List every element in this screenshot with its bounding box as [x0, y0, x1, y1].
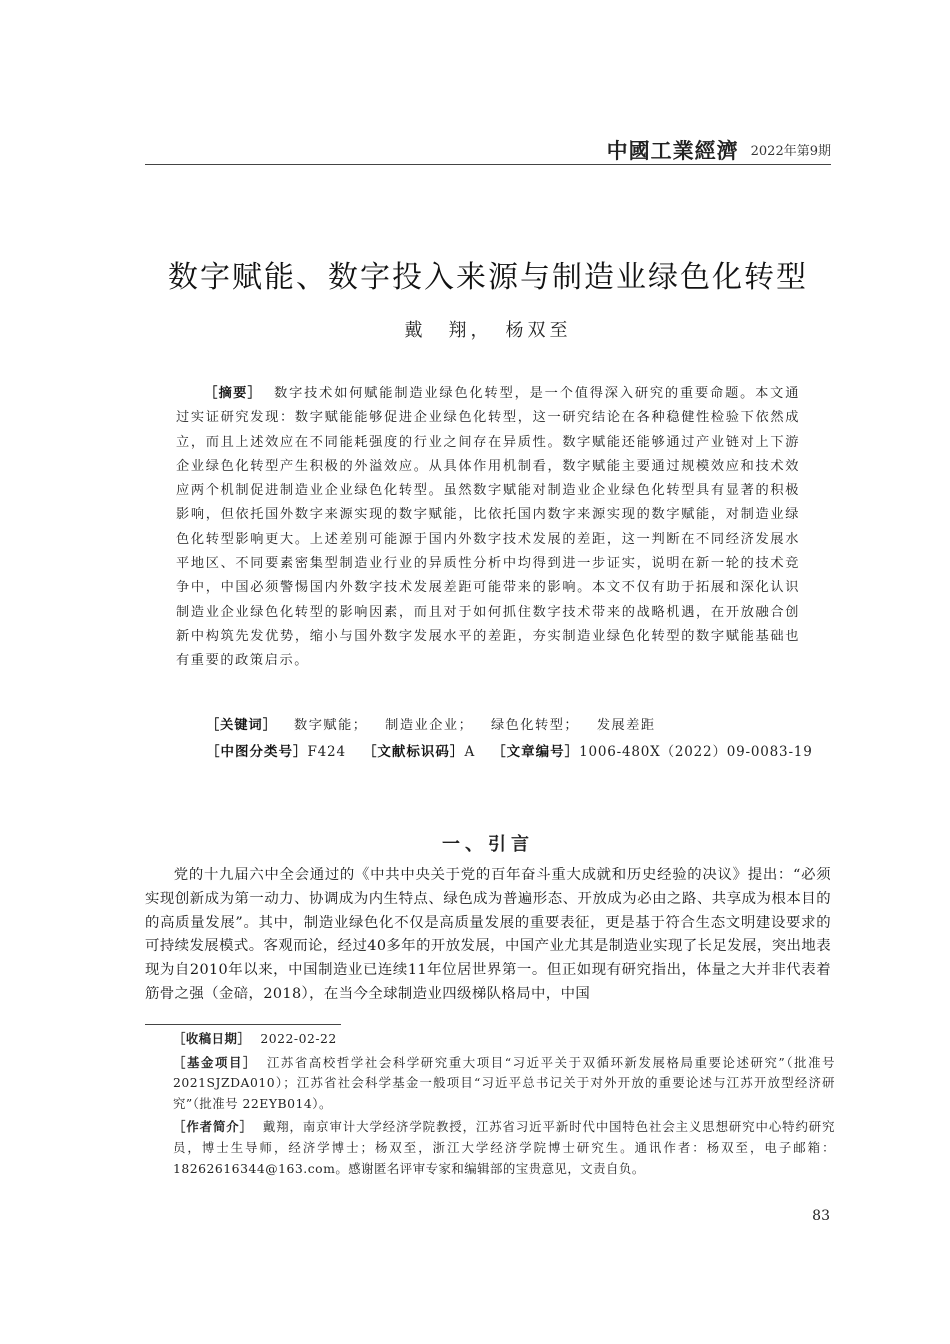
- article-number-label: ［文章编号］: [492, 744, 580, 760]
- keywords-label: ［关键词］: [206, 718, 277, 733]
- author-bio-label: ［作者简介］: [173, 1119, 253, 1135]
- footnote-divider: [145, 1024, 341, 1025]
- doc-code-value: A: [464, 744, 475, 760]
- abstract-block: [176, 382, 800, 674]
- received-date-note: [173, 1029, 835, 1050]
- fund-note: [173, 1053, 835, 1115]
- clc-value: F424: [307, 744, 346, 760]
- keyword-item: 绿色化转型；: [490, 718, 580, 733]
- author-note: [173, 1117, 835, 1179]
- abstract-paragraph: [176, 382, 800, 674]
- running-header: [145, 136, 831, 164]
- keyword-item: 制造业企业；: [385, 718, 474, 733]
- clc-label: ［中图分类号］: [206, 744, 308, 760]
- keywords-line: [206, 713, 806, 739]
- abstract-text: 数字技术如何赋能制造业绿色化转型，是一个值得深入研究的重要命题。本文通过实证研究发现：数字赋能能够促进企业绿色化转型，这一研究结论在各种稳健性检验下依然成立，而且上述效应在不同能耗强度的行业之间存在异质性。数字赋能还能够通过产业链对上下游企业绿色化转型产生积极的外溢效应。从具体作用机制看，数字赋能主要通过规模效应和技术效应两个机制促进制造业企业绿色化转型。虽然数字赋能对制造业企业绿色化转型具有显著的积极影响，但依托国外数字来源实现的数字赋能，比依托国内数字来源实现的数字赋能，对制造业绿色化转型影响更大。上述差别可能源于国内外数字技术发展的差距，这一判断在不同经济发展水平地区、不同要素密集型制造业行业的异质性分析中均得到进一步证实，说明在新一轮的技术竞争中，中国必须警惕国内外数字技术发展差距可能带来的影响。本文不仅有助于拓展和深化认识制造业企业绿色化转型的影响因素，而且对于如何抓住数字技术带来的战略机遇，在开放融合创新中构筑先发优势，缩小与国外数字发展水平的差距，夯实制造业绿色化转型的数字赋能基础也有重要的政策启示。: [176, 386, 800, 669]
- fund-value: 江苏省高校哲学社会科学研究重大项目“习近平关于双循环新发展格局重要论述研究”（批准号2021SJZDA010）；江苏省社会科学基金一般项目“习近平总书记关于对外开放的重要论述与江苏开放型经济研究”（批准号 22EYB014）。: [173, 1054, 836, 1111]
- journal-name: 中國工業經濟: [606, 139, 739, 163]
- author-bio-value: 戴翔，南京审计大学经济学院教授，江苏省习近平新时代中国特色社会主义思想研究中心特约研究员，博士生导师，经济学博士；杨双至，浙江大学经济学院博士研究生。通讯作者：杨双至，电子邮箱：18262616344@163.com。感谢匿名评审专家和编辑部的宝贵意见，文责自负。: [173, 1119, 836, 1176]
- header-divider: [145, 164, 831, 165]
- section-heading: 一、引言: [442, 833, 534, 855]
- body-text: [145, 864, 831, 1007]
- page-number: 83: [812, 1208, 830, 1224]
- fund-label: ［基金项目］: [173, 1054, 257, 1070]
- article-number-value: 1006-480X（2022）09-0083-19: [579, 744, 813, 760]
- issue-label: 2022年第9期: [750, 144, 831, 159]
- received-date-label: ［收稿日期］: [173, 1031, 251, 1046]
- keyword-item: 数字赋能；: [294, 718, 368, 733]
- abstract-label: ［摘要］: [204, 386, 262, 401]
- classification-line: [206, 739, 826, 765]
- received-date-value: 2022-02-22: [260, 1031, 337, 1046]
- footnotes-block: [173, 1029, 835, 1182]
- doc-code-label: ［文献标识码］: [362, 744, 465, 760]
- article-authors: 戴 翔， 杨双至: [404, 320, 572, 341]
- body-paragraph: 党的十九届六中全会通过的《中共中央关于党的百年奋斗重大成就和历史经验的决议》提出：“必须实现创新成为第一动力、协调成为内生特点、绿色成为普遍形态、开放成为必由之路、共享成为根本目的的高质量发展”。其中，制造业绿色化不仅是高质量发展的重要表征，更是基于符合生态文明建设要求的可持续发展模式。客观而论，经过40多年的开放发展，中国产业尤其是制造业实现了长足发展，突出地表现为自2010年以来，中国制造业已连续11年位居世界第一。但正如现有研究指出，体量之大并非代表着筋骨之强（金碚，2018），在当今全球制造业四级梯队格局中，中国: [145, 867, 831, 1002]
- article-title: 数字赋能、数字投入来源与制造业绿色化转型: [168, 260, 808, 296]
- keyword-item: 发展差距: [596, 718, 656, 733]
